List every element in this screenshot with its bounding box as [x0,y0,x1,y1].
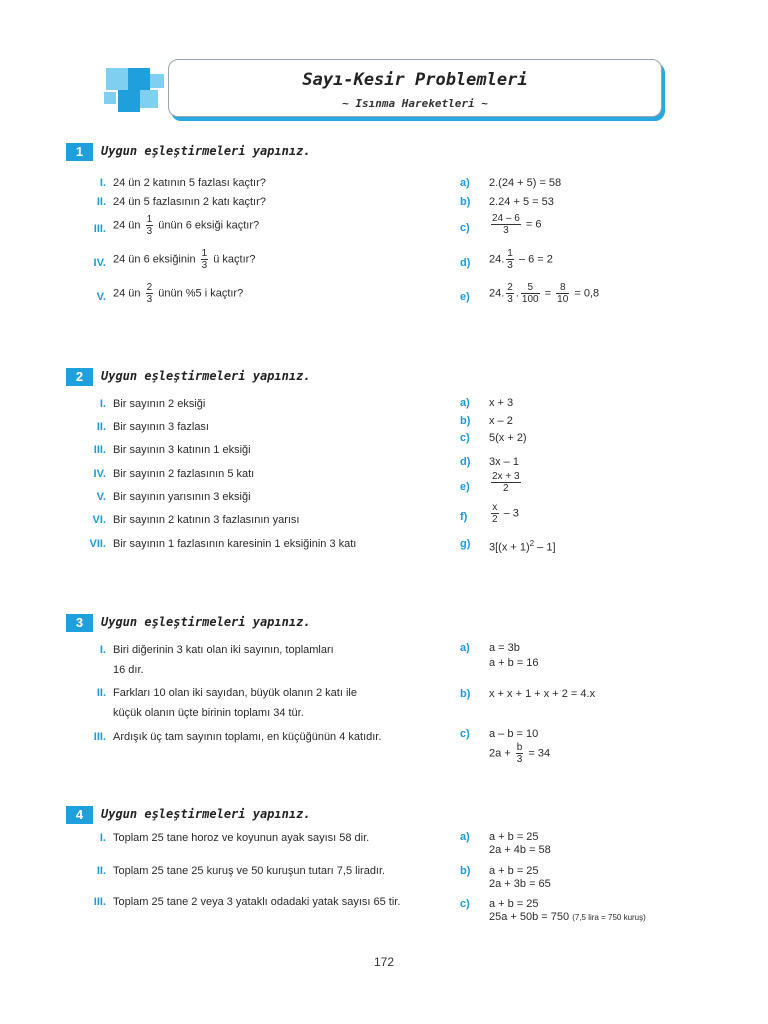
fraction [146,282,154,305]
q4-answer [460,896,690,926]
answer-letter: b) [460,196,471,208]
item-number: II. [96,421,106,433]
item-text: Toplam 25 tane 25 kuruş ve 50 kuruşun tutarı 7,5 liradır. [113,865,386,877]
denominator: 2 [492,514,498,525]
answer-text: 2.24 + 5 = 53 [489,196,554,208]
q4-answer [460,829,690,859]
numerator: b [516,742,523,753]
item-text-line2: küçük olanın üçte birinin toplamı 34 tür. [113,707,304,719]
q1-item [66,248,406,278]
answer-text-line2 [489,909,646,926]
deco-square [104,92,116,104]
q1-answer [460,194,700,210]
q4-answer [460,863,690,893]
answer-text: a = 3b [489,642,520,654]
answer-letter: b) [460,865,471,877]
denominator: 3 [146,226,153,237]
text-part: – 1] [537,541,556,554]
answer-text: 3x – 1 [489,456,519,468]
fraction [491,213,521,236]
denominator: 3 [516,754,523,765]
item-text: Toplam 25 tane 2 veya 3 yataklı odadaki yatak sayısı 65 tir. [113,896,401,908]
answer-text: x – 2 [489,415,513,427]
q2-answer [460,471,660,501]
item-text: Bir sayının yarısının 3 eksiği [113,491,251,503]
q2-answer [460,430,660,446]
item-number: III. [93,896,106,908]
denominator: 3 [201,260,208,271]
q1-item [66,214,406,244]
text-part: ünün 6 eksiği kaçtır? [158,219,260,232]
answer-letter: c) [460,728,470,740]
q4-item [66,894,446,910]
answer-text: a + b = 25 [489,865,539,877]
answer-text: a + b = 25 [489,898,539,910]
q3-answer [460,686,680,702]
text-part: = 6 [525,218,542,231]
q2-item [66,442,426,458]
item-number: II. [96,687,106,699]
item-text: 24 ün 5 fazlasının 2 katı kaçtır? [113,196,266,208]
answer-letter: a) [460,831,470,843]
deco-square [106,68,128,90]
text-part: = [544,287,552,300]
q1-item [66,282,406,312]
denominator: 3 [507,294,513,305]
answer-letter: g) [460,538,471,550]
item-text: Bir sayının 2 katının 3 fazlasının yarısı [113,514,300,526]
page-subtitle: ~ Isınma Hareketleri ~ [342,97,488,110]
numerator: 2 [507,282,513,293]
q2-answer [460,395,660,411]
question-instruction: Uygun eşleştirmeleri yapınız. [101,144,311,158]
text-part: 24 ün [113,219,141,232]
item-number: I. [99,644,106,656]
answer-text: 5(x + 2) [489,432,527,444]
text-part: 24 ün [113,287,141,300]
item-text [113,282,243,305]
text-part: 3[(x + 1) [489,541,530,554]
answer-letter: f) [460,511,468,523]
answer-letter: d) [460,456,471,468]
answer-letter: a) [460,177,470,189]
item-number: I. [99,832,106,844]
item-text [113,214,259,237]
q2-answer [460,454,660,470]
item-number: III. [93,223,106,235]
q1-answer [460,175,700,191]
page-number: 172 [373,955,395,969]
q3-item [66,642,436,678]
answer-letter: d) [460,257,471,269]
q4-item [66,830,446,846]
numerator: 1 [201,248,208,259]
item-text: Farkları 10 olan iki sayıdan, büyük olanın 2 katı ile [113,687,357,699]
denominator: 3 [146,294,153,305]
numerator: 8 [556,282,569,294]
answer-text: a + b = 25 [489,831,539,843]
q1-item [66,194,406,210]
item-text: Bir sayının 1 fazlasının karesinin 1 eksiğinin 3 katı [113,538,357,550]
q1-answer [460,248,700,278]
q2-item [66,536,426,552]
q1-item [66,175,406,191]
q3-answer [460,640,680,676]
item-text [113,248,255,271]
text-part: – 6 = 2 [518,253,553,266]
answer-letter: b) [460,688,471,700]
text-part: ü kaçtır? [213,253,256,266]
fraction [491,471,521,494]
fraction [521,282,540,305]
numerator: 1 [146,214,153,225]
denominator: 3 [503,225,509,236]
answer-text: x + x + 1 + x + 2 = 4.x [489,688,596,700]
answer-text-line2: 2a + 3b = 65 [489,878,551,890]
answer-letter: a) [460,642,470,654]
item-number: III. [93,444,106,456]
text-part: 24 ün 6 eksiğinin [113,253,196,266]
answer-text [489,213,541,236]
fraction [506,248,514,271]
numerator: 2 [146,282,153,293]
q3-answer [460,726,680,772]
item-text: Biri diğerinin 3 katı olan iki sayının, toplamları [113,644,334,656]
question-number: 3 [66,614,93,632]
question-number: 4 [66,806,93,824]
answer-letter: c) [460,222,470,234]
q2-item [66,512,426,528]
numerator: 2x + 3 [492,471,520,482]
item-number: V. [96,291,106,303]
item-text: Toplam 25 tane horoz ve koyunun ayak sayısı 58 dir. [113,832,370,844]
answer-letter: e) [460,291,470,303]
answer-text: x + 3 [489,397,514,409]
denominator: 3 [507,260,513,271]
answer-text-line2 [489,742,550,765]
item-number: I. [99,177,106,189]
numerator: 1 [507,248,513,259]
denominator: 10 [557,294,569,305]
denominator: 100 [521,294,539,305]
fraction [556,282,569,305]
exponent: 2 [529,539,535,548]
item-number: VII. [89,538,106,550]
fraction [516,742,524,765]
item-text: Bir sayının 2 eksiği [113,398,206,410]
item-number: V. [96,491,106,503]
q1-answer [460,282,720,312]
q4-item [66,863,446,879]
fraction [491,502,499,525]
answer-text [489,536,556,556]
question-number: 2 [66,368,93,386]
page-title: Sayı-Kesir Problemleri [302,70,528,90]
text-part: 25a + 50b = 750 [489,911,570,923]
item-text-line2: 16 dır. [113,664,144,676]
item-number: IV. [93,468,106,480]
text-part: ünün %5 i kaçtır? [158,287,244,300]
item-number: II. [96,865,106,877]
numerator: x [492,502,498,513]
question-number: 1 [66,143,93,161]
q2-item [66,489,426,505]
item-number: I. [99,398,106,410]
text-part: = 0,8 [574,287,600,300]
text-part: 2a + [489,747,511,760]
answer-letter: a) [460,397,470,409]
text-part: . [515,287,519,300]
answer-letter: e) [460,481,470,493]
numerator: 24 – 6 [492,213,520,224]
text-part: = 34 [528,747,551,760]
fraction [146,214,154,237]
q2-item [66,419,426,435]
q2-item [66,396,426,412]
question-instruction: Uygun eşleştirmeleri yapınız. [101,369,311,383]
q3-item [66,685,436,721]
item-number: III. [93,731,106,743]
fraction [506,282,514,305]
item-number: IV. [93,257,106,269]
text-part: 24. [489,287,505,300]
item-number: II. [96,196,106,208]
deco-square [140,90,158,108]
q2-answer [460,413,660,429]
deco-square [118,90,140,112]
fraction [201,248,209,271]
item-number: VI. [92,514,106,526]
item-text: Bir sayının 3 katının 1 eksiği [113,444,251,456]
numerator: 5 [521,282,540,294]
title-box [168,59,662,117]
answer-text-line2: a + b = 16 [489,657,539,669]
item-text: Ardışık üç tam sayının toplamı, en küçüğünün 4 katıdır. [113,731,382,743]
text-part: 24. [489,253,505,266]
answer-letter: c) [460,432,470,444]
question-instruction: Uygun eşleştirmeleri yapınız. [101,615,311,629]
answer-text [489,282,599,305]
answer-text [489,502,519,525]
deco-square [128,68,150,90]
question-instruction: Uygun eşleştirmeleri yapınız. [101,807,311,821]
answer-text: 2.(24 + 5) = 58 [489,177,562,189]
item-text: 24 ün 2 katının 5 fazlası kaçtır? [113,177,266,189]
q2-answer [460,502,660,532]
answer-text [489,248,553,271]
q2-answer [460,536,660,552]
denominator: 2 [502,483,509,494]
item-text: Bir sayının 2 fazlasının 5 katı [113,468,255,480]
answer-letter: c) [460,898,470,910]
answer-letter: b) [460,415,471,427]
item-text: Bir sayının 3 fazlası [113,421,209,433]
answer-text: a – b = 10 [489,728,539,740]
q3-item [66,729,436,745]
text-part: – 3 [503,507,519,520]
q1-answer [460,213,700,243]
answer-text-line2: 2a + 4b = 58 [489,844,551,856]
q2-item [66,466,426,482]
answer-note: (7,5 lira = 750 kuruş) [572,913,646,922]
answer-text [489,471,523,494]
deco-square [150,74,164,88]
